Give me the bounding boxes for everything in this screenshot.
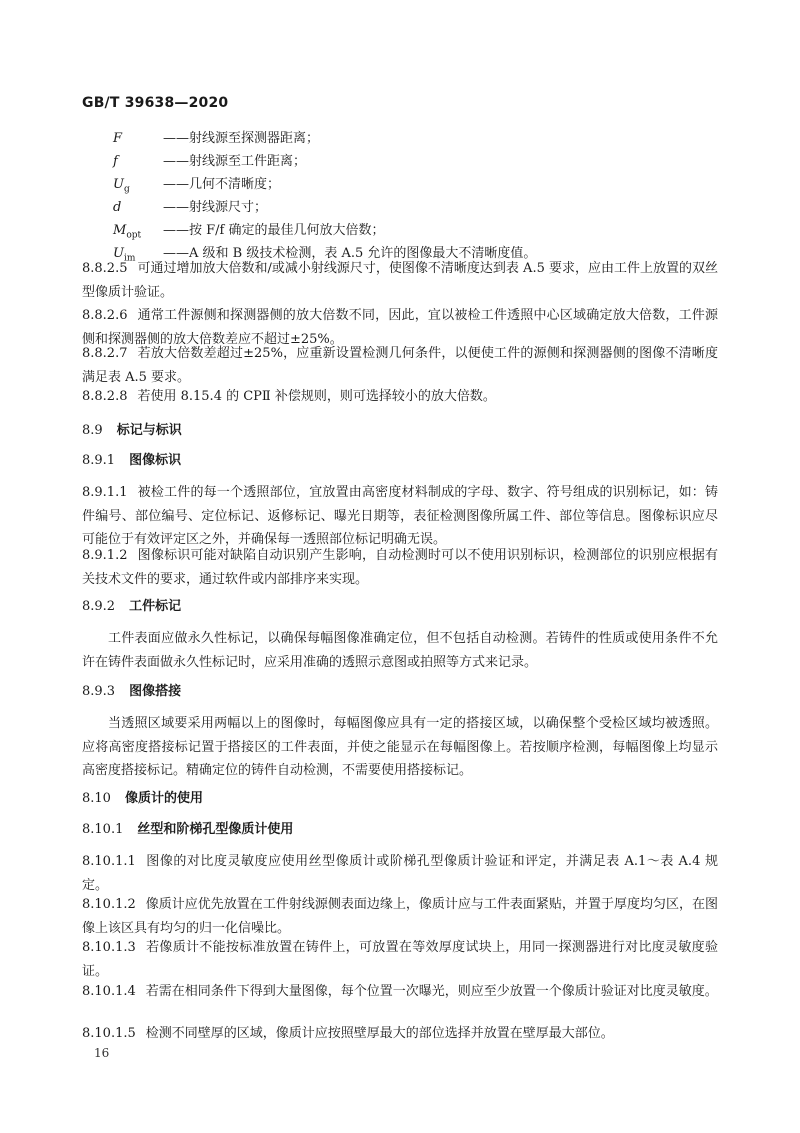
symbol: d	[113, 200, 122, 215]
clause-8-8-2-6: 8.8.2.6 通常工件源侧和探测器侧的放大倍数不同，因此，宜以被检工件透照中心区域确定放大倍数，工件源侧和探测器侧的放大倍数差应不超过±25%。	[82, 308, 718, 347]
section-heading-8-10: 8.10 像质计的使用	[82, 791, 203, 806]
clause-8-8-2-5: 8.8.2.5 可通过增加放大倍数和/或减小射线源尺寸，使图像不清晰度达到表 A.5 要求，应由工件上放置的双丝型像质计验证。	[82, 261, 718, 300]
section-heading-8-10-1: 8.10.1 丝型和阶梯孔型像质计使用	[82, 822, 294, 837]
symbol-row	[113, 128, 319, 150]
clause-8-9-1-1: 8.9.1.1 被检工件的每一个透照部位，宜放置由高密度材料制成的字母、数字、符号组成的识别标记，如：铸件编号、部位编号、定位标记、返修标记、曝光日期等，表征检测图像所属工件、部位等信息。图像标识应尽可能位于有效评定区之外，并确保每一透照部位标记明确无误。	[82, 485, 718, 547]
clause-8-10-1-3: 8.10.1.3 若像质计不能按标准放置在铸件上，可放置在等效厚度试块上，用同一探测器进行对比度灵敏度验证。	[82, 940, 718, 979]
symbol-row	[113, 174, 280, 196]
symbol-row	[113, 220, 384, 242]
symbol: $U_{im}$	[113, 246, 136, 264]
clause-8-9-2-text: 工件表面应做永久性标记，以确保每幅图像准确定位，但不包括自动检测。若铸件的性质或使用条件不允许在铸件表面做永久性标记时，应采用准确的透照示意图或拍照等方式来记录。	[82, 631, 718, 670]
clause-8-10-1-2: 8.10.1.2 像质计应优先放置在工件射线源侧表面边缘上，像质计应与工件表面紧贴，并置于厚度均匀区，在图像上该区具有均匀的归一化信噪比。	[82, 897, 718, 936]
symbol: F	[113, 131, 123, 146]
clause-8-8-2-8: 8.8.2.8 若使用 8.15.4 的 CPⅡ 补偿规则，则可选择较小的放大倍数。	[82, 389, 496, 404]
section-heading-8-9: 8.9 标记与标识	[82, 423, 182, 438]
symbol: $U_g$	[113, 177, 130, 195]
symbol: $M_{opt}$	[113, 223, 142, 241]
page-number: 16	[94, 1046, 110, 1060]
clause-8-9-1-2: 8.9.1.2 图像标识可能对缺陷自动识别产生影响，自动检测时可以不使用识别标识，检测部位的识别应根据有关技术文件的要求，通过软件或内部排序来实现。	[82, 548, 718, 587]
clause-8-10-1-4: 8.10.1.4 若需在相同条件下得到大量图像，每个位置一次曝光，则应至少放置一个像质计验证对比度灵敏度。	[82, 984, 718, 999]
section-heading-8-9-1: 8.9.1 图像标识	[82, 453, 182, 468]
symbol-description: ——射线源尺寸；	[163, 200, 268, 215]
clause-8-10-1-5: 8.10.1.5 检测不同壁厚的区域，像质计应按照壁厚最大的部位选择并放置在壁厚最大部位。	[82, 1026, 614, 1041]
clause-8-8-2-7: 8.8.2.7 若放大倍数差超过±25%，应重新设置检测几何条件，以便使工件的源侧和探测器侧的图像不清晰度满足表 A.5 要求。	[82, 346, 718, 385]
clause-8-9-3-text: 当透照区域要采用两幅以上的图像时，每幅图像应具有一定的搭接区域，以确保整个受检区域均被透照。应将高密度搭接标记置于搭接区的工件表面，并使之能显示在每幅图像上。若按顺序检测，每幅图像上均显示高密度搭接标记。精确定位的铸件自动检测，不需要使用搭接标记。	[82, 716, 718, 778]
standard-code: GB/T 39638—2020	[82, 95, 229, 111]
symbol-description: ——按 F/f 确定的最佳几何放大倍数；	[163, 223, 385, 238]
section-heading-8-9-2: 8.9.2 工件标记	[82, 599, 182, 614]
symbol-description: ——射线源至工件距离；	[163, 154, 307, 169]
symbol-description: ——A 级和 B 级技术检测，表 A.5 允许的图像最大不清晰度值。	[163, 246, 537, 261]
clause-8-10-1-1: 8.10.1.1 图像的对比度灵敏度应使用丝型像质计或阶梯孔型像质计验证和评定，并满足表 A.1～表 A.4 规定。	[82, 854, 718, 893]
symbol-row	[113, 197, 267, 219]
symbol-row	[113, 151, 306, 173]
section-heading-8-9-3: 8.9.3 图像搭接	[82, 684, 182, 699]
symbol-description: ——几何不清晰度；	[163, 177, 281, 192]
symbol-description: ——射线源至探测器距离；	[163, 131, 320, 146]
symbol: f	[113, 154, 118, 169]
